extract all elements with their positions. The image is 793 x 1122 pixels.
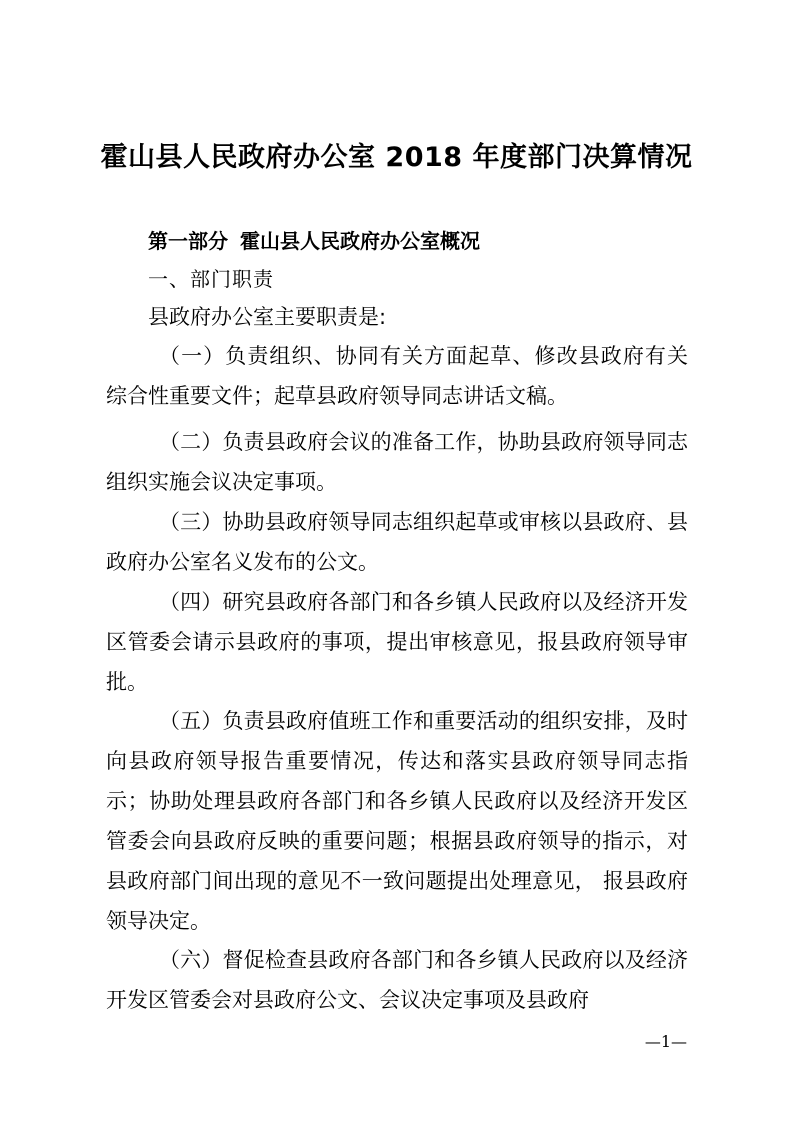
section-part-label: 第一部分 <box>148 229 228 253</box>
page-number: —1— <box>644 1032 687 1051</box>
subheading-department-duties: 一、部门职责 <box>148 267 274 291</box>
document-title: 霍山县人民政府办公室 2018 年度部门决算情况 <box>100 142 693 173</box>
section-name: 霍山县人民政府办公室概况 <box>240 229 480 253</box>
duty-paragraph-5: （五）负责县政府值班工作和重要活动的组织安排，及时向县政府领导报告重要情况，传达和落实县政府领导同志指示；协助处理县政府各部门和各乡镇人民政府以及经济开发区管委会向县政府反映的重要问题；根据县政府领导的指示，对县政府部门间出现的意见不一致问题提出处理意见， 报县政府领导决定。 <box>106 709 688 933</box>
duty-paragraph-2: （二）负责县政府会议的准备工作，协助县政府领导同志组织实施会议决定事项。 <box>106 430 688 494</box>
duty-paragraph-3: （三）协助县政府领导同志组织起草或审核以县政府、县政府办公室名义发布的公文。 <box>106 510 688 574</box>
intro-text: 县政府办公室主要职责是: <box>148 305 387 329</box>
duty-paragraph-4: （四）研究县政府各部门和各乡镇人民政府以及经济开发区管委会请示县政府的事项，提出审核意见，报县政府领导审批。 <box>106 590 688 694</box>
duty-paragraph-6: （六）督促检查县政府各部门和各乡镇人民政府以及经济开发区管委会对县政府公文、会议决定事项及县政府 <box>106 948 688 1012</box>
duty-paragraph-1: （一）负责组织、协同有关方面起草、修改县政府有关 综合性重要文件；起草县政府领导同志讲话文稿。 <box>106 344 688 408</box>
section-heading <box>148 227 480 255</box>
